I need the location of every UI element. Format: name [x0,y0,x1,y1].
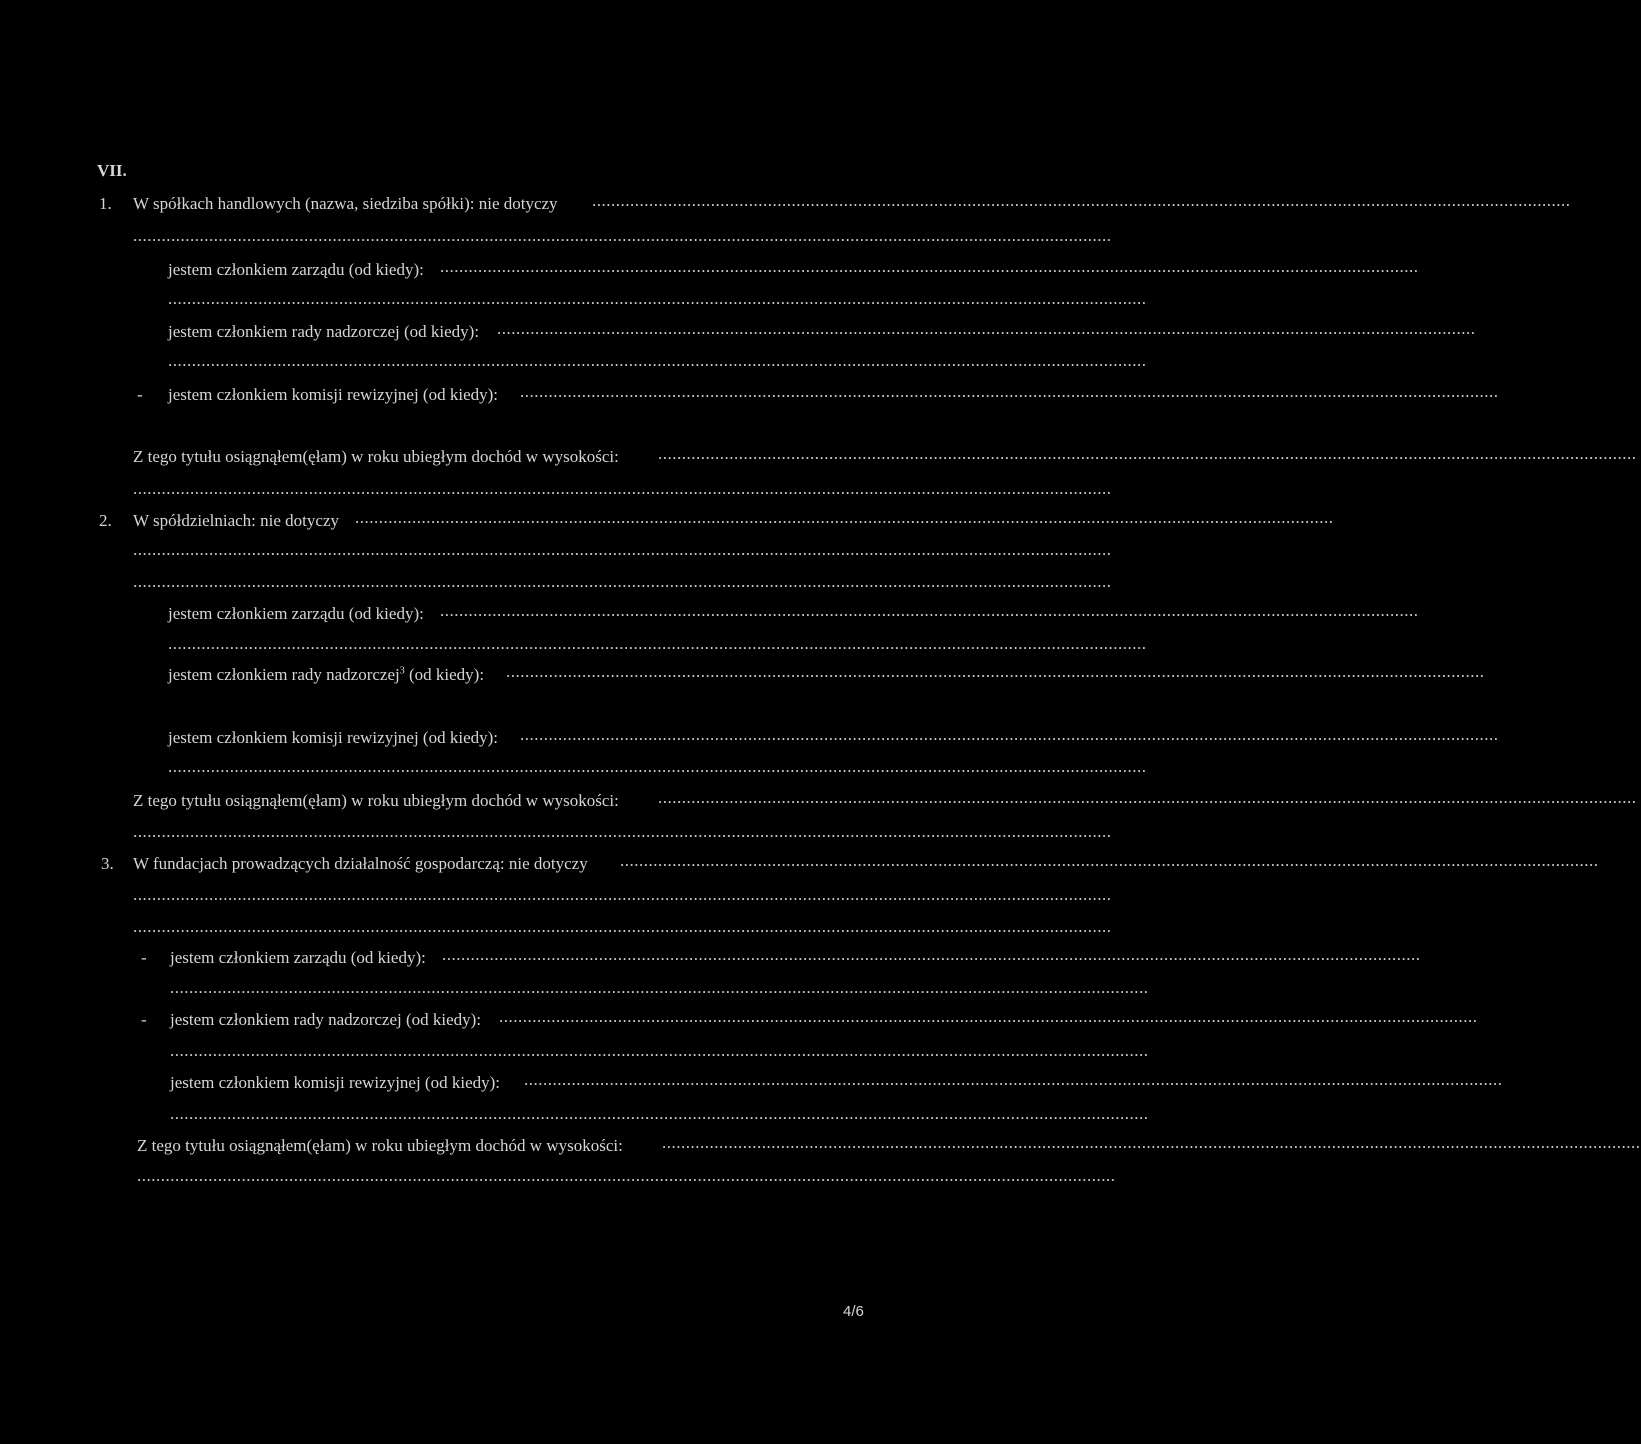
fill-line: .............................................................................................................................................................................................................. [170,1041,1149,1060]
fill-line: .............................................................................................................................................................................................................. [440,257,1419,276]
fill-line: .............................................................................................................................................................................................................. [658,444,1637,463]
section-heading: VII. [97,161,127,180]
dash-bullet: - [141,948,147,967]
dash-bullet: - [141,1010,147,1029]
fill-line: .............................................................................................................................................................................................................. [524,1070,1503,1089]
item-2-rada-text: jestem członkiem rady nadzorczej [168,665,400,684]
item-3-zarzad-label: jestem członkiem zarządu (od kiedy): [170,948,426,967]
fill-line: .............................................................................................................................................................................................................. [168,757,1147,776]
fill-line: .............................................................................................................................................................................................................. [133,885,1112,904]
item-1-zarzad-label: jestem członkiem zarządu (od kiedy): [168,260,424,279]
item-3-dochod-label: Z tego tytułu osiągnąłem(ęłam) w roku ubiegłym dochód w wysokości: [137,1136,623,1155]
fill-line: .............................................................................................................................................................................................................. [520,725,1499,744]
fill-line: .............................................................................................................................................................................................................. [520,382,1499,401]
fill-line: .............................................................................................................................................................................................................. [133,479,1112,498]
fill-line: .............................................................................................................................................................................................................. [168,289,1147,308]
item-2-rada-label [168,664,484,686]
item-1-number: 1. [99,194,112,213]
fill-line: .............................................................................................................................................................................................................. [133,572,1112,591]
item-3-title: W fundacjach prowadzących działalność gospodarczą: nie dotyczy [133,854,588,873]
fill-line: .............................................................................................................................................................................................................. [658,788,1637,807]
item-3-rada-label: jestem członkiem rady nadzorczej (od kiedy): [170,1010,482,1029]
item-2-komisja-label: jestem członkiem komisji rewizyjnej (od kiedy): [168,728,498,747]
fill-line: .............................................................................................................................................................................................................. [620,851,1599,870]
item-1-komisja-label: jestem członkiem komisji rewizyjnej (od kiedy): [168,385,498,404]
item-1-title: W spółkach handlowych (nazwa, siedziba spółki): nie dotyczy [133,194,558,213]
fill-line: .............................................................................................................................................................................................................. [355,508,1334,527]
item-2-title: W spółdzielniach: nie dotyczy [133,511,339,530]
fill-line: .............................................................................................................................................................................................................. [133,822,1112,841]
fill-line: .............................................................................................................................................................................................................. [133,917,1112,936]
fill-line: .............................................................................................................................................................................................................. [133,540,1112,559]
dash-bullet: - [137,385,143,404]
item-2-rada-suffix: (od kiedy): [404,665,485,684]
fill-line: .............................................................................................................................................................................................................. [168,351,1147,370]
item-3-number: 3. [101,854,114,873]
fill-line: .............................................................................................................................................................................................................. [506,662,1485,681]
fill-line: .............................................................................................................................................................................................................. [137,1166,1116,1185]
fill-line: .............................................................................................................................................................................................................. [592,191,1571,210]
fill-line: .............................................................................................................................................................................................................. [133,226,1112,245]
fill-line: .............................................................................................................................................................................................................. [168,634,1147,653]
fill-line: .............................................................................................................................................................................................................. [662,1133,1641,1152]
fill-line: .............................................................................................................................................................................................................. [170,978,1149,997]
fill-line: .............................................................................................................................................................................................................. [497,319,1476,338]
item-1-dochod-label: Z tego tytułu osiągnąłem(ęłam) w roku ubiegłym dochód w wysokości: [133,447,619,466]
fill-line: .............................................................................................................................................................................................................. [170,1104,1149,1123]
fill-line: .............................................................................................................................................................................................................. [442,945,1421,964]
item-2-zarzad-label: jestem członkiem zarządu (od kiedy): [168,604,424,623]
fill-line: .............................................................................................................................................................................................................. [440,601,1419,620]
page-number: 4/6 [843,1303,864,1320]
item-3-komisja-label: jestem członkiem komisji rewizyjnej (od kiedy): [170,1073,500,1092]
item-2-dochod-label: Z tego tytułu osiągnąłem(ęłam) w roku ubiegłym dochód w wysokości: [133,791,619,810]
fill-line: .............................................................................................................................................................................................................. [499,1007,1478,1026]
item-1-rada-label: jestem członkiem rady nadzorczej (od kiedy): [168,322,480,341]
footnote-ref: 3 [399,665,405,677]
item-2-number: 2. [99,511,112,530]
